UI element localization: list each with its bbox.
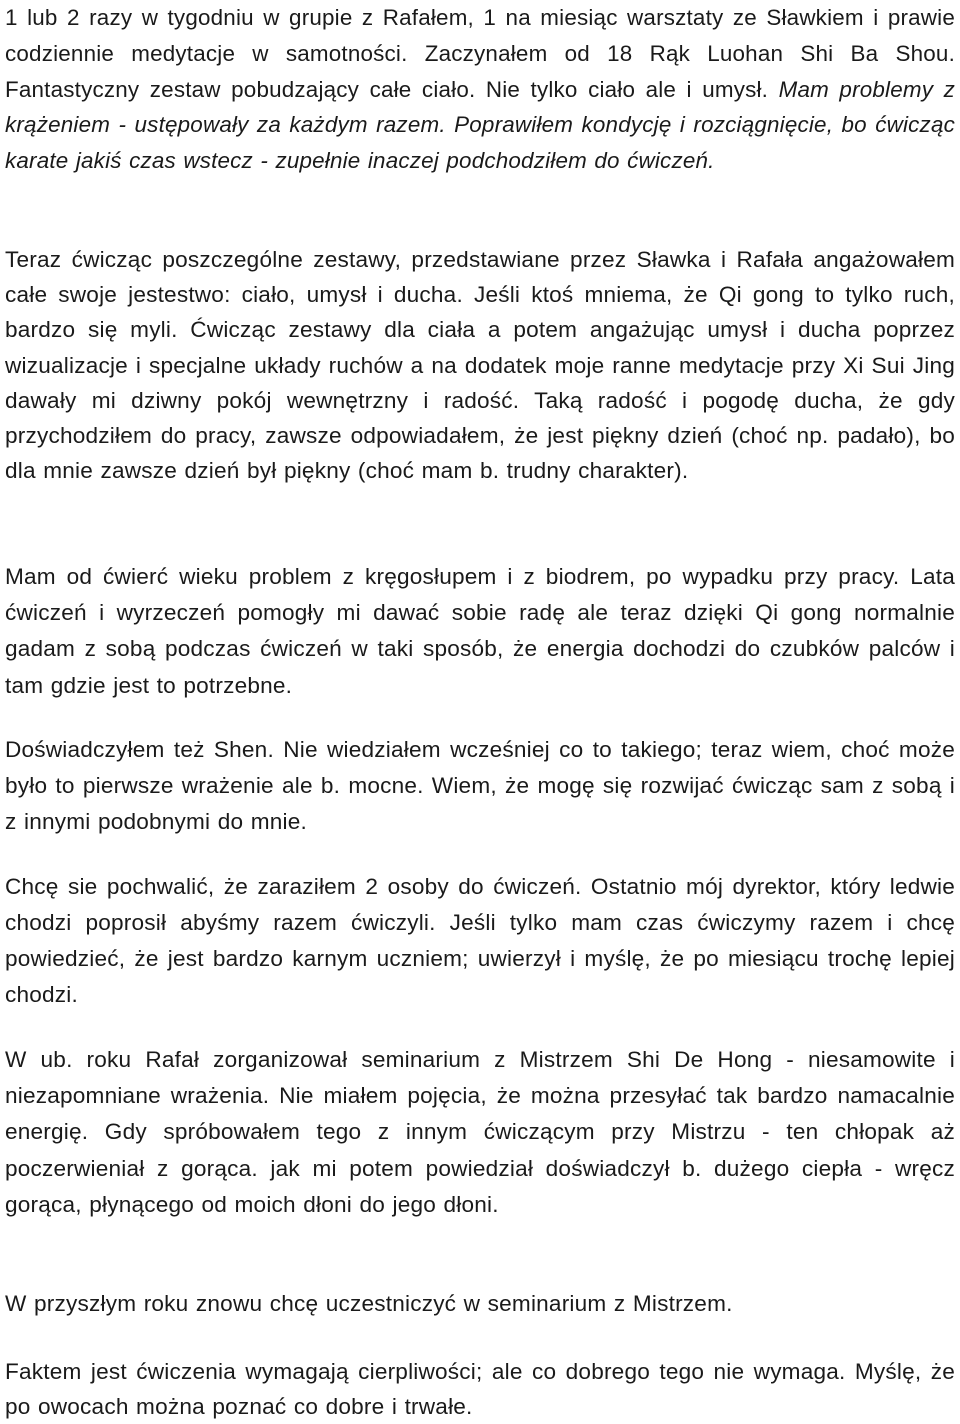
paragraph-3 (5, 559, 955, 704)
paragraph-2 (5, 242, 955, 488)
paragraph-6 (5, 1042, 955, 1223)
paragraph-3-text: Mam od ćwierć wieku problem z kręgosłupem i z biodrem, po wypadku przy pracy. Lata ćwiczeń i wyrzeczeń pomogły mi dawać sobie radę ale teraz dzięki Qi gong normalnie gadam z sobą podczas ćwiczeń w taki sposób, że energia dochodzi do czubków palców i tam gdzie jest to potrzebne. (5, 564, 955, 698)
paragraph-7-text: W przyszłym roku znowu chcę uczestniczyć w seminarium z Mistrzem. (5, 1291, 733, 1316)
paragraph-1 (5, 0, 955, 179)
paragraph-5-text: Chcę sie pochwalić, że zaraziłem 2 osoby do ćwiczeń. Ostatnio mój dyrektor, który ledwie chodzi poprosił abyśmy razem ćwiczyli. Jeśli tylko mam czas ćwiczymy razem i chcę powiedzieć, że jest bardzo karnym uczniem; uwierzył i myślę, że po miesiącu trochę lepiej chodzi. (5, 874, 955, 1007)
paragraph-8 (5, 1354, 955, 1424)
paragraph-8-text: Faktem jest ćwiczenia wymagają cierpliwości; ale co dobrego tego nie wymaga. Myślę, że po owocach można poznać co dobre i trwałe. (5, 1359, 955, 1419)
paragraph-7 (5, 1286, 955, 1322)
paragraph-1-text: 1 lub 2 razy w tygodniu w grupie z Rafałem, 1 na miesiąc warsztaty ze Sławkiem i prawie codziennie medytacje w samotności. Zaczynałem od 18 Rąk Luohan Shi Ba Shou. Fantastyczny zestaw pobudzający całe ciało. Nie tylko ciało ale i umysł. (5, 5, 955, 102)
paragraph-4-text: Doświadczyłem też Shen. Nie wiedziałem wcześniej co to takiego; teraz wiem, choć może było to pierwsze wrażenie ale b. mocne. Wiem, że mogę się rozwijać ćwicząc sam z sobą i z innymi podobnymi do mnie. (5, 737, 955, 834)
paragraph-1-italic-text: Mam problemy z krążeniem - ustępowały za każdym razem. Poprawiłem kondycję i rozciągnięcie, bo ćwicząc karate jakiś czas wstecz - zupełnie inaczej podchodziłem do ćwiczeń. (5, 76, 955, 174)
paragraph-6-text: W ub. roku Rafał zorganizował seminarium z Mistrzem Shi De Hong - niesamowite i niezapomniane wrażenia. Nie miałem pojęcia, że można przesyłać tak bardzo namacalnie energię. Gdy spróbowałem tego z innym ćwiczącym przy Mistrzu - ten chłopak aż poczerwieniał z gorąca. jak mi potem powiedział doświadczył b. dużego ciepła - wręcz gorąca, płynącego od moich dłoni do jego dłoni. (5, 1047, 955, 1217)
paragraph-5 (5, 869, 955, 1013)
paragraph-2-text: Teraz ćwicząc poszczególne zestawy, przedstawiane przez Sławka i Rafała angażowałem całe swoje jestestwo: ciało, umysł i ducha. Jeśli ktoś mniema, że Qi gong to tylko ruch, bardzo się myli. Ćwicząc zestawy dla ciała a potem angażując umysł i ducha poprzez wizualizacje i specjalne układy ruchów a na dodatek moje ranne medytacje przy Xi Sui Jing dawały mi dziwny pokój wewnętrzny i radość. Taką radość i pogodę ducha, że gdy przychodziłem do pracy, zawsze odpowiadałem, że jest piękny dzień (choć np. padało), bo dla mnie zawsze dzień był piękny (choć mam b. trudny charakter). (5, 247, 955, 484)
paragraph-4 (5, 732, 955, 840)
